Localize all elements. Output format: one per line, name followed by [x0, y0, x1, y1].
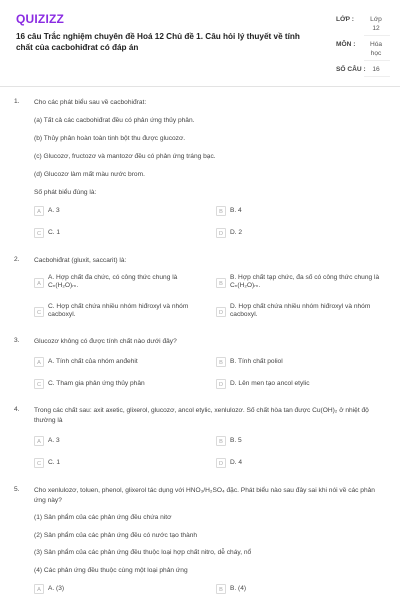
option-a[interactable] — [34, 274, 199, 292]
option-d[interactable] — [216, 228, 386, 241]
count-underline — [364, 76, 390, 77]
question-text: Cacbohiđrat (gluxit, saccarit) là: — [34, 257, 127, 264]
option-b[interactable] — [216, 274, 386, 292]
option-text: B. Hợp chất tạp chức, đa số có công thức chung là Cₙ(H₂O)ₘ. — [230, 274, 380, 289]
statement: (b) Thủy phân hoàn toàn tinh bột thu được glucozơ. — [34, 135, 186, 142]
option-letter-box: C — [34, 379, 44, 389]
subject-value-line2: học — [370, 50, 382, 57]
statement: (3) Sản phẩm của các phản ứng đều thuộc loại hợp chất nitro, dễ cháy, nổ — [34, 549, 252, 556]
option-letter-box: B — [216, 584, 226, 594]
option-text: A. Hợp chất đa chức, có công thức chung là Cₙ(H₂O)ₘ. — [48, 274, 178, 289]
question-number: 1. — [14, 98, 20, 105]
option-letter-box: C — [34, 307, 44, 317]
option-letter-box: A — [34, 584, 44, 594]
worksheet-header — [0, 0, 400, 87]
option-letter-box: A — [34, 206, 44, 216]
count-label: SỐ CÂU : — [336, 66, 366, 73]
option-letter-box: B — [216, 206, 226, 216]
option-text: B. Tính chất poliol — [230, 358, 283, 365]
option-c[interactable] — [34, 303, 199, 321]
option-letter-box: A — [34, 357, 44, 367]
option-letter-box: D — [216, 458, 226, 468]
option-text: A. Tính chất của nhóm anđehit — [48, 358, 138, 365]
question-number: 4. — [14, 406, 20, 413]
option-letter-box: D — [216, 228, 226, 238]
option-b[interactable] — [216, 436, 386, 449]
option-text: B. 4 — [230, 207, 242, 214]
question-text: Cho các phát biểu sau về cacbohiđrat: — [34, 99, 147, 106]
option-b[interactable] — [216, 357, 386, 370]
class-label: LỚP : — [336, 16, 354, 23]
option-c[interactable] — [34, 228, 199, 241]
option-text: C. 1 — [48, 459, 61, 466]
option-d[interactable] — [216, 303, 386, 321]
statement: (2) Sản phẩm của các phản ứng đều có nước tạo thành — [34, 532, 198, 539]
subject-label: MÔN : — [336, 41, 356, 48]
option-text: A. (3) — [48, 585, 65, 592]
option-a[interactable] — [34, 436, 199, 449]
option-text: A. 3 — [48, 207, 60, 214]
option-text: D. Hợp chất chứa nhiều nhóm hiđroxyl và nhóm cacboxyl. — [230, 303, 371, 318]
option-c[interactable] — [34, 379, 199, 392]
statement: (1) Sản phẩm của các phản ứng đều chứa nitơ — [34, 514, 172, 521]
option-text: B. 5 — [230, 437, 242, 444]
option-c[interactable] — [34, 458, 199, 471]
option-text: A. 3 — [48, 437, 60, 444]
option-a[interactable] — [34, 357, 199, 370]
question-text: Cho xenlulozơ, toluen, phenol, glixerol tác dụng với HNO₃/H₂SO₄ đặc. Phát biểu nào sau đây sai khi nói về các phản ứng này? — [34, 487, 375, 504]
statement: (a) Tất cả các cacbohiđrat đều có phản ứng thủy phân. — [34, 117, 195, 124]
option-d[interactable] — [216, 379, 386, 392]
option-text: C. Hợp chất chứa nhiều nhóm hiđroxyl và nhóm cacboxyl. — [48, 303, 189, 318]
class-underline — [364, 35, 390, 36]
count-value: 16 — [372, 66, 380, 73]
statement: (4) Các phản ứng đều thuộc cùng một loại phản ứng — [34, 567, 188, 574]
question-number: 2. — [14, 256, 20, 263]
option-letter-box: D — [216, 379, 226, 389]
option-letter-box: A — [34, 278, 44, 288]
question-number: 5. — [14, 486, 20, 493]
question-prompt: Số phát biểu đúng là: — [34, 189, 97, 196]
option-text: C. Tham gia phản ứng thủy phân — [48, 380, 145, 387]
quizizz-logo: QUIZIZZ — [16, 12, 65, 26]
option-text: D. 4 — [230, 459, 243, 466]
question-text: Trong các chất sau: axit axetic, glixerol, glucozơ, ancol etylic, xenlulozơ. Số chất hòa tan được Cu(OH)₂ ở nhiệt độ thường là — [34, 407, 369, 424]
option-letter-box: D — [216, 307, 226, 317]
option-a[interactable] — [34, 584, 199, 597]
option-letter-box: C — [34, 228, 44, 238]
option-text: D. Lên men tạo ancol etylic — [230, 380, 310, 387]
question-text: Glucozơ không có được tính chất nào dưới đây? — [34, 338, 177, 345]
option-letter-box: C — [34, 458, 44, 468]
class-value-line1: Lớp — [370, 16, 382, 23]
subject-underline — [364, 60, 390, 61]
statement: (c) Glucozơ, fructozơ và mantozơ đều có phản ứng tráng bạc. — [34, 153, 216, 160]
option-text: D. 2 — [230, 229, 243, 236]
subject-value-line1: Hóa — [369, 41, 383, 48]
option-letter-box: B — [216, 357, 226, 367]
question-number: 3. — [14, 337, 20, 344]
option-letter-box: B — [216, 278, 226, 288]
class-value-line2: 12 — [372, 25, 380, 32]
option-text: B. (4) — [230, 585, 247, 592]
option-letter-box: A — [34, 436, 44, 446]
option-text: C. 1 — [48, 229, 61, 236]
statement: (d) Glucozơ làm mất màu nước brom. — [34, 171, 145, 178]
option-letter-box: B — [216, 436, 226, 446]
option-a[interactable] — [34, 206, 199, 219]
worksheet-title: 16 câu Trắc nghiệm chuyên đề Hoá 12 Chủ đề 1. Câu hỏi lý thuyết về tính chất của cacbohiđrat có đáp án — [16, 32, 300, 52]
option-b[interactable] — [216, 584, 386, 597]
option-b[interactable] — [216, 206, 386, 219]
option-d[interactable] — [216, 458, 386, 471]
